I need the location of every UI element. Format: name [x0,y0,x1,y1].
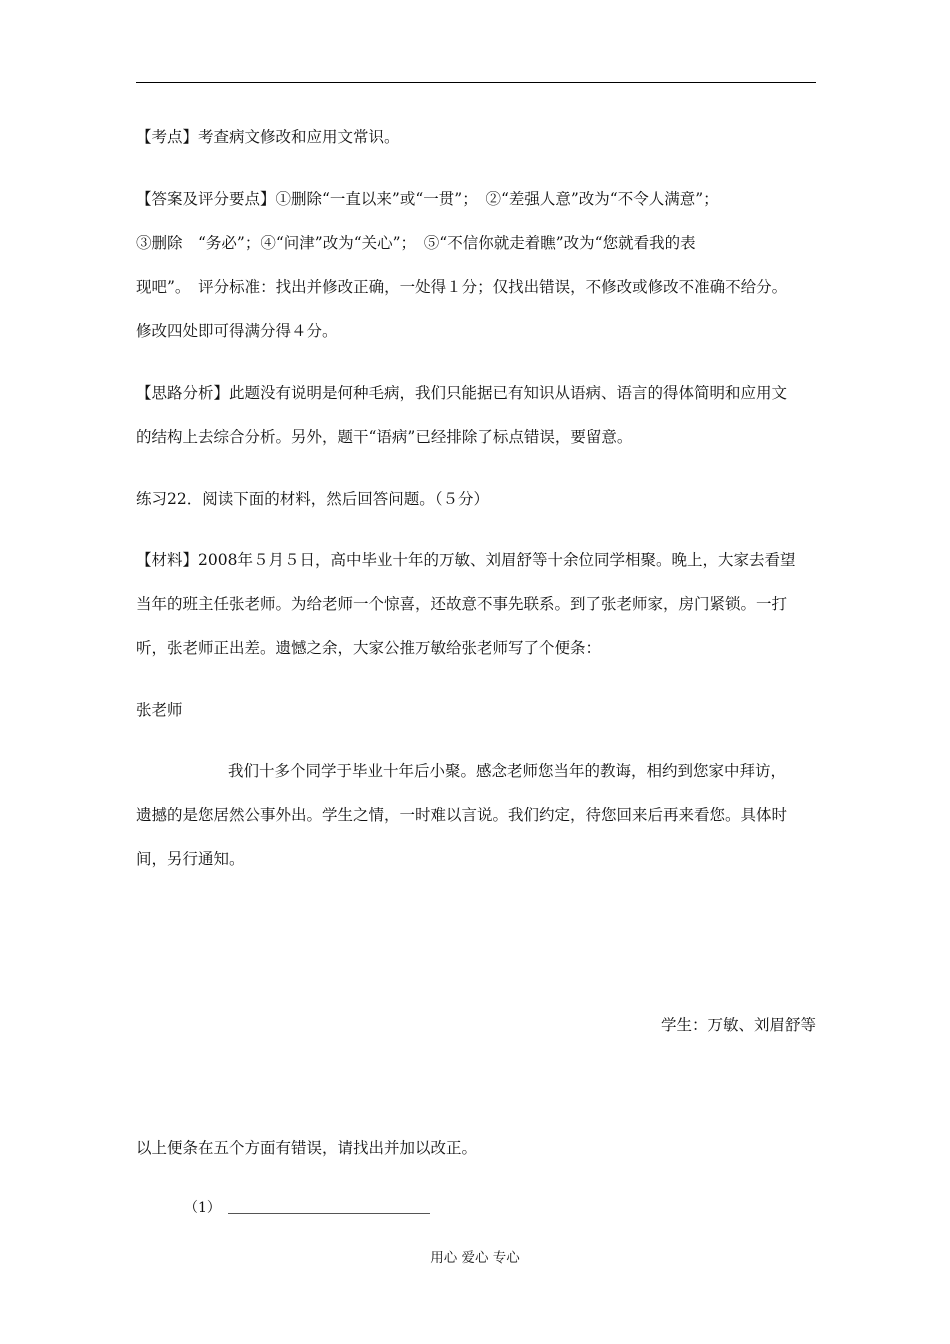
analysis-line-2: 的结构上去综合分析。另外，题干“语病”已经排除了标点错误，要留意。 [136,428,633,446]
material-line-1: 【材料】2008年５月５日，高中毕业十年的万敏、刘眉舒等十余位同学相聚。晚上，大家去看望 [136,551,796,569]
exercise-heading: 练习22．阅读下面的材料，然后回答问题。（５分） [136,490,489,508]
question-line: 以上便条在五个方面有错误，请找出并加以改正。 [136,1139,478,1157]
note-body-line-1: 我们十多个同学于毕业十年后小聚。感念老师您当年的教诲，相约到您家中拜访， [228,762,787,780]
header-rule [136,82,816,83]
material-line-3: 听，张老师正出差。遗憾之余，大家公推万敏给张老师写了个便条： [136,639,602,657]
answer-line-3: 现吧”。 评分标准：找出并修改正确，一处得１分；仅找出错误，不修改或修改不准确不给分。 [136,278,788,296]
answer-blank-label: （1） [184,1200,221,1216]
answer-line-4: 修改四处即可得满分得４分。 [136,322,338,340]
note-salutation: 张老师 [136,701,183,719]
answer-line-2: ③删除 “务必”；④“问津”改为“关心”； ⑤“不信你就走着瞧”改为“您就看我的表 [136,234,696,252]
page-footer: 用心 爱心 专心 [430,1250,520,1266]
note-body-line-3: 间，另行通知。 [136,850,245,868]
answer-line-1: 【答案及评分要点】①删除“一直以来”或“一贯”； ②“差强人意”改为“不令人满意”； [136,190,719,208]
note-signature: 学生：万敏、刘眉舒等 [660,1016,816,1034]
material-line-2: 当年的班主任张老师。为给老师一个惊喜，还故意不事先联系。到了张老师家，房门紧锁。一打 [136,595,788,613]
note-body-line-2: 遗撼的是您居然公事外出。学生之情，一时难以言说。我们约定，待您回来后再来看您。具体时 [136,806,788,824]
answer-blank-line[interactable] [228,1213,430,1214]
kaodian-line: 【考点】考查病文修改和应用文常识。 [136,128,400,146]
analysis-line-1: 【思路分析】此题没有说明是何种毛病，我们只能据已有知识从语病、语言的得体简明和应用文 [136,384,788,402]
